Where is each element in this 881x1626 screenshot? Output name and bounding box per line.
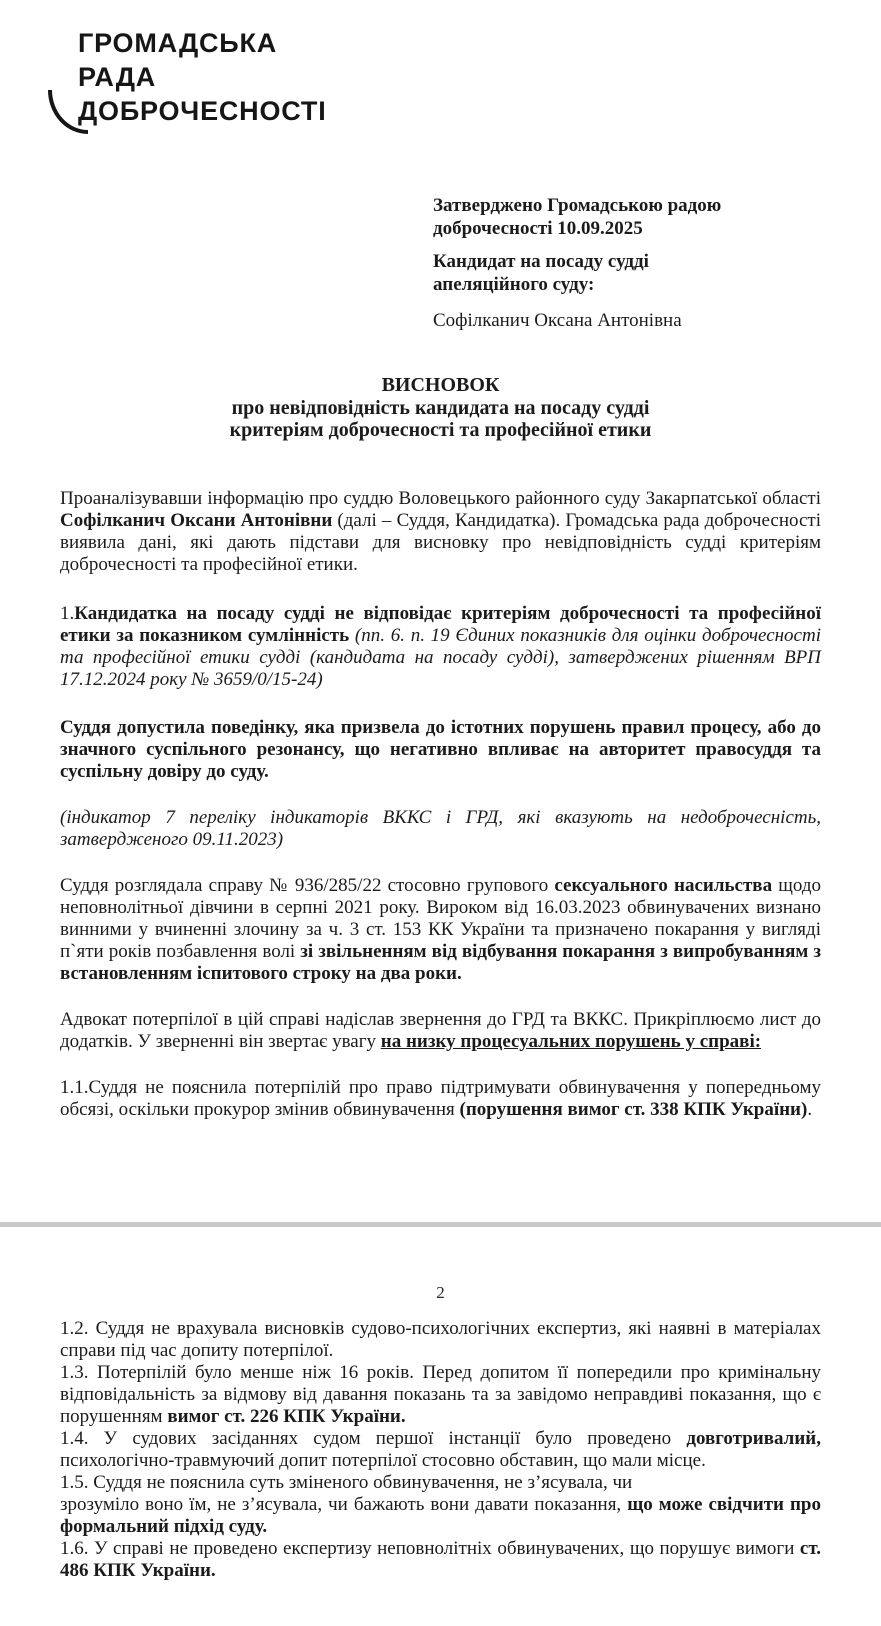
paragraph-intro: Проаналізувавши інформацію про суддю Воловецького районного суду Закарпатської області Софілканич Оксани Антонівни (далі – Суддя, Кандидатка). Громадська рада доброчесності виявила дані, які дають підстави для висновку про невідповідність судді критеріям доброчесності та професійної етики. <box>60 487 821 575</box>
paragraph-point-1-6: 1.6. У справі не проведено експертизу неповнолітніх обвинувачених, що порушує вимоги ст. 486 КПК України. <box>60 1537 821 1581</box>
logo-line-1: ГРОМАДСЬКА <box>78 28 278 58</box>
paragraph-case-description: Суддя розглядала справу № 936/285/22 стосовно групового сексуального насильства щодо неповнолітньої дівчини в серпні 2021 року. Вироком від 16.03.2023 обвинувачених визнано винними у вчиненні злочину за ч. 3 ст. 153 КК України та призначено покарання у вигляді п`яти років позбавлення волі зі звільненням від відбування покарання з випробуванням з встановленням іспитового строку на два роки. <box>60 874 821 984</box>
logo-line-2: РАДА <box>78 62 157 92</box>
paragraph-indicator-reference: (індикатор 7 переліку індикаторів ВККС і ГРД, які вказують на недоброчесність, затвердженого 09.11.2023) <box>60 806 821 850</box>
candidate-label <box>433 250 823 296</box>
document-page-1 <box>0 26 881 1121</box>
candidate-label-line-1: Кандидат на посаду судді <box>433 251 649 272</box>
logo-line-3: ДОБРОЧЕСНОСТІ <box>78 96 327 126</box>
page-break-divider <box>0 1222 881 1227</box>
page-number: 2 <box>436 1282 445 1302</box>
logo-arc-icon <box>48 90 88 134</box>
paragraph-point-1-5: 1.5. Суддя не пояснила суть зміненого обвинувачення, не з’ясувала, чи зрозуміло воно їм, не з’ясувала, чи бажають вони давати показання, що може свідчити про формальний підхід суду. <box>60 1471 822 1537</box>
document-title-line-2: про невідповідність кандидата на посаду судді <box>231 396 650 419</box>
approval-statement <box>433 194 823 240</box>
paragraph-conduct-finding: Суддя допустила поведінку, яка призвела до істотних порушень правил процесу, або до значного суспільного резонансу, що негативно впливає на авторитет правосуддя та суспільну довіру до суду. <box>60 716 821 782</box>
approval-line-1: Затверджено Громадською радою <box>433 195 722 216</box>
paragraph-point-1-1: 1.1.Суддя не пояснила потерпілій про право підтримувати обвинувачення у попередньому обсязі, оскільки прокурор змінив обвинувачення (порушення вимог ст. 338 КПК України). <box>60 1076 821 1120</box>
document-title-line-3: критеріям доброчесності та професійної етики <box>229 419 652 441</box>
paragraph-lawyer-appeal: Адвокат потерпілої в цій справі надіслав звернення до ГРД та ВККС. Прикріплюємо лист до додатків. У зверненні він звертає увагу на низку процесуальних порушень у справі: <box>60 1008 821 1052</box>
approval-line-2: доброчесності 10.09.2025 <box>433 218 643 239</box>
document-title-line-1: ВИСНОВОК <box>381 374 500 396</box>
integrity-council-logo <box>78 26 821 128</box>
page-2-body <box>60 1318 821 1582</box>
paragraph-point-1: 1.Кандидатка на посаду судді не відповідає критеріям доброчесності та професійної етики за показником сумлінність (пп. 6. п. 19 Єдиних показників для оцінки доброчесності та професійної етики судді (кандидата на посаду судді), затверджених рішенням ВРП 17.12.2024 року № 3659/0/15-24) <box>60 602 821 690</box>
candidate-name: Софілканич Оксана Антонівна <box>433 310 682 331</box>
paragraph-point-1-4: 1.4. У судових засіданнях судом першої інстанції було проведено довготривалий, психологічно-травмуючий допит потерпілої стосовно обставин, що мали місце. <box>60 1427 821 1471</box>
document-page-2 <box>0 1282 881 1582</box>
paragraph-point-1-2: 1.2. Суддя не врахувала висновків судово-психологічних експертиз, які наявні в матеріалах справи під час допиту потерпілої. <box>60 1317 821 1361</box>
candidate-label-line-2: апеляційного суду: <box>433 274 595 295</box>
document-title <box>60 374 821 442</box>
approval-block <box>433 194 823 332</box>
paragraph-point-1-3: 1.3. Потерпілій було менше ніж 16 років. Перед допитом її попередили про кримінальну відповідальність за відмову від давання показань та за завідомо неправдиві показання, що є порушенням вимог ст. 226 КПК України. <box>60 1361 821 1427</box>
